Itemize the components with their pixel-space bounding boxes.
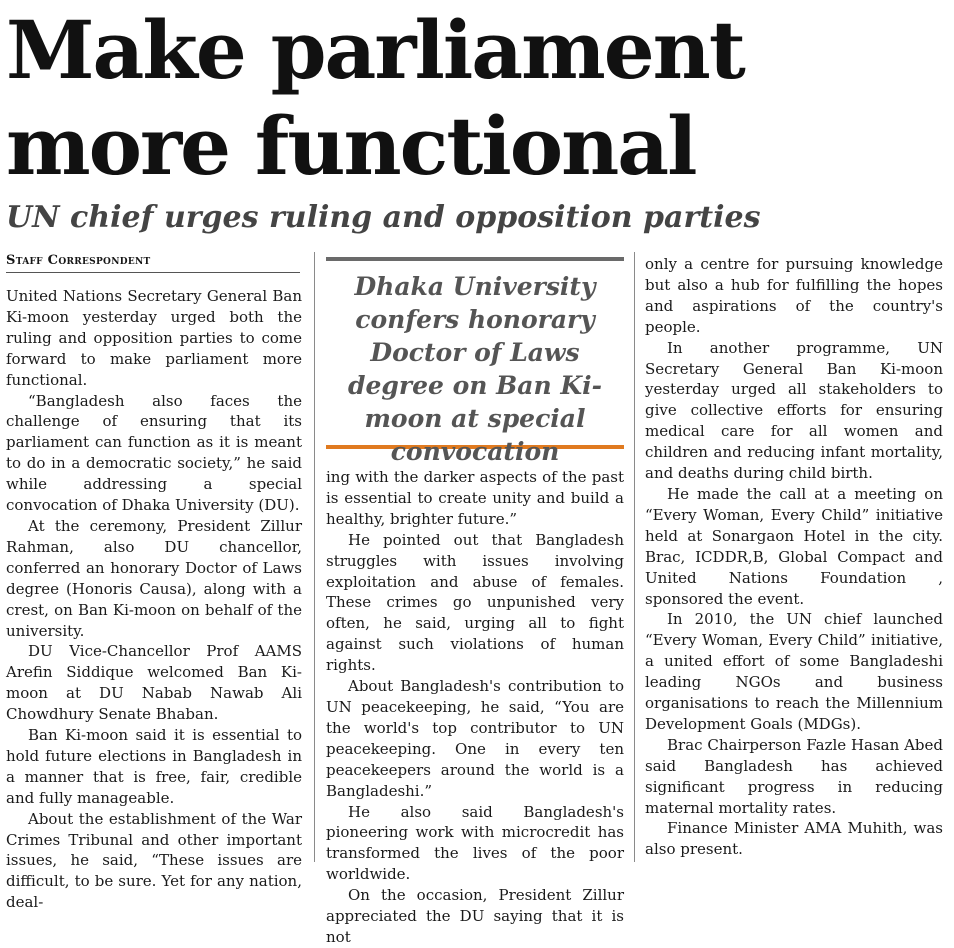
paragraph: ing with the darker aspects of the past is essential to create unity and build a healthy, brighter future.”	[326, 468, 624, 528]
paragraph: DU Vice-Chancellor Prof AAMS Arefin Siddique welcomed Ban Ki-moon at DU Nabab Nawab Ali Chowdhury Senate Bhaban.	[6, 642, 302, 724]
paragraph: Brac Chairperson Fazle Hasan Abed said Bangladesh has achieved significant progress in reducing maternal mortality rates.	[645, 735, 943, 817]
column-divider	[314, 252, 315, 862]
article-column-2	[326, 467, 624, 948]
pull-quote: Dhaka University confers honorary Doctor of Laws degree on Ban Ki-moon at special convocation	[348, 272, 602, 466]
paragraph: “Bangladesh also faces the challenge of ensuring that its parliament can function as it is meant to do in a democratic society,” he said while addressing a special convocation of Dhaka University (DU).	[6, 391, 302, 515]
paragraph: In 2010, the UN chief launched “Every Woman, Every Child” initiative, a united effort of some Bangladeshi leading NGOs and business organisations to reach the Millennium Development Goals (MDGs).	[645, 610, 943, 733]
paragraph: About Bangladesh's contribution to UN peacekeeping, he said, “You are the world's top contributor to UN peacekeeping. One in every ten peacekeepers around the world is a Bangladeshi.”	[326, 677, 624, 800]
paragraph: Ban Ki-moon said it is essential to hold future elections in Bangladesh in a manner that is free, fair, credible and fully manageable.	[6, 726, 302, 807]
paragraph: He also said Bangladesh's pioneering work with microcredit has transformed the lives of the poor worldwide.	[326, 802, 624, 884]
paragraph: In another programme, UN Secretary General Ban Ki-moon yesterday urged all stakeholders to give collective efforts for ensuring medical care for all women and children and reducing infant mortality, and deaths during child birth.	[645, 338, 943, 483]
paragraph: He pointed out that Bangladesh struggles with issues involving exploitation and abuse of females. These crimes go unpunished very often, he said, urging all to fight against such violations of human rights.	[326, 530, 624, 675]
paragraph: On the occasion, President Zillur appreciated the DU saying that it is not	[326, 886, 624, 946]
byline: Staff Correspondent	[6, 252, 300, 273]
paragraph: He made the call at a meeting on “Every Woman, Every Child” initiative held at Sonargaon Hotel in the city. Brac, ICDDR,B, Global Compact and United Nations Foundation , sponsored the event.	[645, 484, 943, 608]
headline: Make parliament more functional	[6, 3, 744, 193]
article-column-3	[645, 254, 943, 860]
subheadline: UN chief urges ruling and opposition parties	[6, 200, 761, 235]
paragraph: At the ceremony, President Zillur Rahman, also DU chancellor, conferred an honorary Doctor of Laws degree (Honoris Causa), along with a crest, on Ban Ki-moon on behalf of the university.	[6, 516, 302, 640]
column-divider	[634, 252, 635, 862]
article-column-1	[6, 286, 302, 913]
paragraph: Finance Minister AMA Muhith, was also present.	[645, 819, 943, 859]
paragraph: United Nations Secretary General Ban Ki-moon yesterday urged both the ruling and opposition parties to come forward to make parliament more functional.	[6, 287, 302, 389]
paragraph: About the establishment of the War Crimes Tribunal and other important issues, he said, “These issues are difficult, to be sure. Yet for any nation, deal-	[6, 809, 302, 912]
pull-quote-box	[326, 257, 624, 466]
paragraph: only a centre for pursuing knowledge but also a hub for fulfilling the hopes and aspirations of the country's people.	[645, 255, 943, 336]
